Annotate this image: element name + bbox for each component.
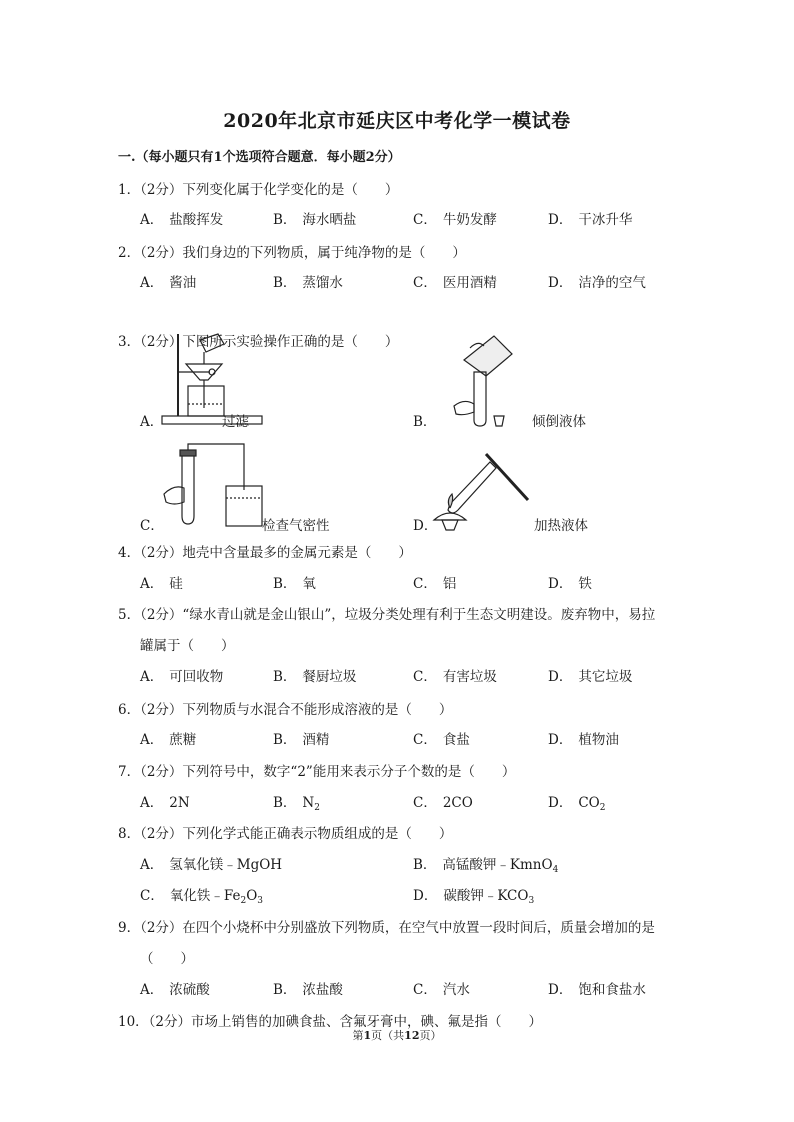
q2-option-a[interactable]: A． 酱油 (140, 275, 197, 291)
q9-option-c[interactable]: C． 汽水 (413, 982, 470, 998)
q4-option-a[interactable]: A． 硅 (140, 576, 183, 592)
q8-option-c[interactable]: C． 氧化铁$﹣Fe_2O_3$ (140, 888, 264, 906)
question-5-cont: 罐属于（ ） (140, 638, 235, 654)
question-2: 2．（2分）我们身边的下列物质，属于纯净物的是（ ） (118, 245, 466, 261)
q5-option-a[interactable]: A． 可回收物 (140, 669, 224, 685)
q7-option-c[interactable]: C． 2CO (413, 795, 473, 811)
q6-option-d[interactable]: D． 植物油 (548, 732, 619, 748)
q1-option-d[interactable]: D． 干冰升华 (548, 212, 633, 228)
q7-option-a[interactable]: A． 2N (140, 795, 190, 811)
q4-option-c[interactable]: C． 铝 (413, 576, 457, 592)
q7-option-b[interactable]: B． $N_2$ (273, 795, 320, 813)
question-4: 4．（2分）地壳中含量最多的金属元素是（ ） (118, 545, 412, 561)
q5-option-d[interactable]: D． 其它垃圾 (548, 669, 633, 685)
page-footer: 第1页（共12页） (352, 1029, 442, 1042)
q3-option-b[interactable]: B． (413, 414, 437, 430)
q3-option-d[interactable]: D． (413, 518, 438, 534)
q3-option-d-label: 加热液体 (534, 518, 588, 534)
q8-option-b[interactable]: B． 高锰酸钾﹣KmnO$_4$ (413, 857, 559, 875)
question-7: 7．（2分）下列符号中，数字“2”能用来表示分子个数的是（ ） (118, 764, 516, 780)
q2-option-d[interactable]: D． 洁净的空气 (548, 275, 646, 291)
q8-option-d[interactable]: D． 碳酸钾$﹣KCO_3$ (413, 888, 535, 906)
question-3: 3．（2分）下图所示实验操作正确的是（ ） (118, 334, 399, 350)
q3-option-c-label: 检查气密性 (262, 518, 330, 534)
question-8: 8．（2分）下列化学式能正确表示物质组成的是（ ） (118, 826, 453, 842)
heating-liquid-figure (430, 440, 540, 532)
question-9-cont: （ ） (140, 951, 194, 967)
q2-option-c[interactable]: C． 医用酒精 (413, 275, 497, 291)
q3-option-a[interactable]: A． (140, 414, 164, 430)
q1-option-c[interactable]: C． 牛奶发酵 (413, 212, 497, 228)
question-1: 1．（2分）下列变化属于化学变化的是（ ） (118, 182, 399, 198)
q4-option-d[interactable]: D． 铁 (548, 576, 592, 592)
q9-option-d[interactable]: D． 饱和食盐水 (548, 982, 646, 998)
q5-option-c[interactable]: C． 有害垃圾 (413, 669, 497, 685)
q3-option-c[interactable]: C． (140, 518, 164, 534)
q7-option-d[interactable]: D． $CO_2$ (548, 795, 606, 813)
q6-option-c[interactable]: C． 食盐 (413, 732, 470, 748)
q1-option-a[interactable]: A． 盐酸挥发 (140, 212, 224, 228)
airtightness-figure (160, 440, 270, 530)
q3-option-b-label: 倾倒液体 (532, 414, 586, 430)
section-heading: 一.（每小题只有1个选项符合题意．每小题2分） (118, 150, 401, 165)
question-5: 5．（2分）“绿水青山就是金山银山”，垃圾分类处理有利于生态文明建设。废弃物中，易拉 (118, 607, 656, 623)
q4-option-b[interactable]: B． 氧 (273, 576, 316, 592)
q1-option-b[interactable]: B． 海水晒盐 (273, 212, 357, 228)
question-6: 6．（2分）下列物质与水混合不能形成溶液的是（ ） (118, 702, 453, 718)
question-9: 9．（2分）在四个小烧杯中分别盛放下列物质，在空气中放置一段时间后，质量会增加的是 (118, 920, 655, 936)
q6-option-a[interactable]: A． 蔗糖 (140, 732, 197, 748)
page-title: 2020年北京市延庆区中考化学一模试卷 (223, 110, 571, 132)
filtration-figure (160, 330, 270, 428)
q9-option-b[interactable]: B． 浓盐酸 (273, 982, 343, 998)
q3-option-a-label: 过滤 (222, 414, 249, 430)
pouring-liquid-figure (434, 330, 534, 430)
q8-option-a[interactable]: A． 氢氧化镁﹣MgOH (140, 857, 283, 873)
question-10: 10．（2分）市场上销售的加碘食盐、含氟牙膏中，碘、氟是指（ ） (118, 1014, 543, 1030)
q9-option-a[interactable]: A． 浓硫酸 (140, 982, 210, 998)
q5-option-b[interactable]: B． 餐厨垃圾 (273, 669, 357, 685)
q2-option-b[interactable]: B． 蒸馏水 (273, 275, 343, 291)
q6-option-b[interactable]: B． 酒精 (273, 732, 330, 748)
